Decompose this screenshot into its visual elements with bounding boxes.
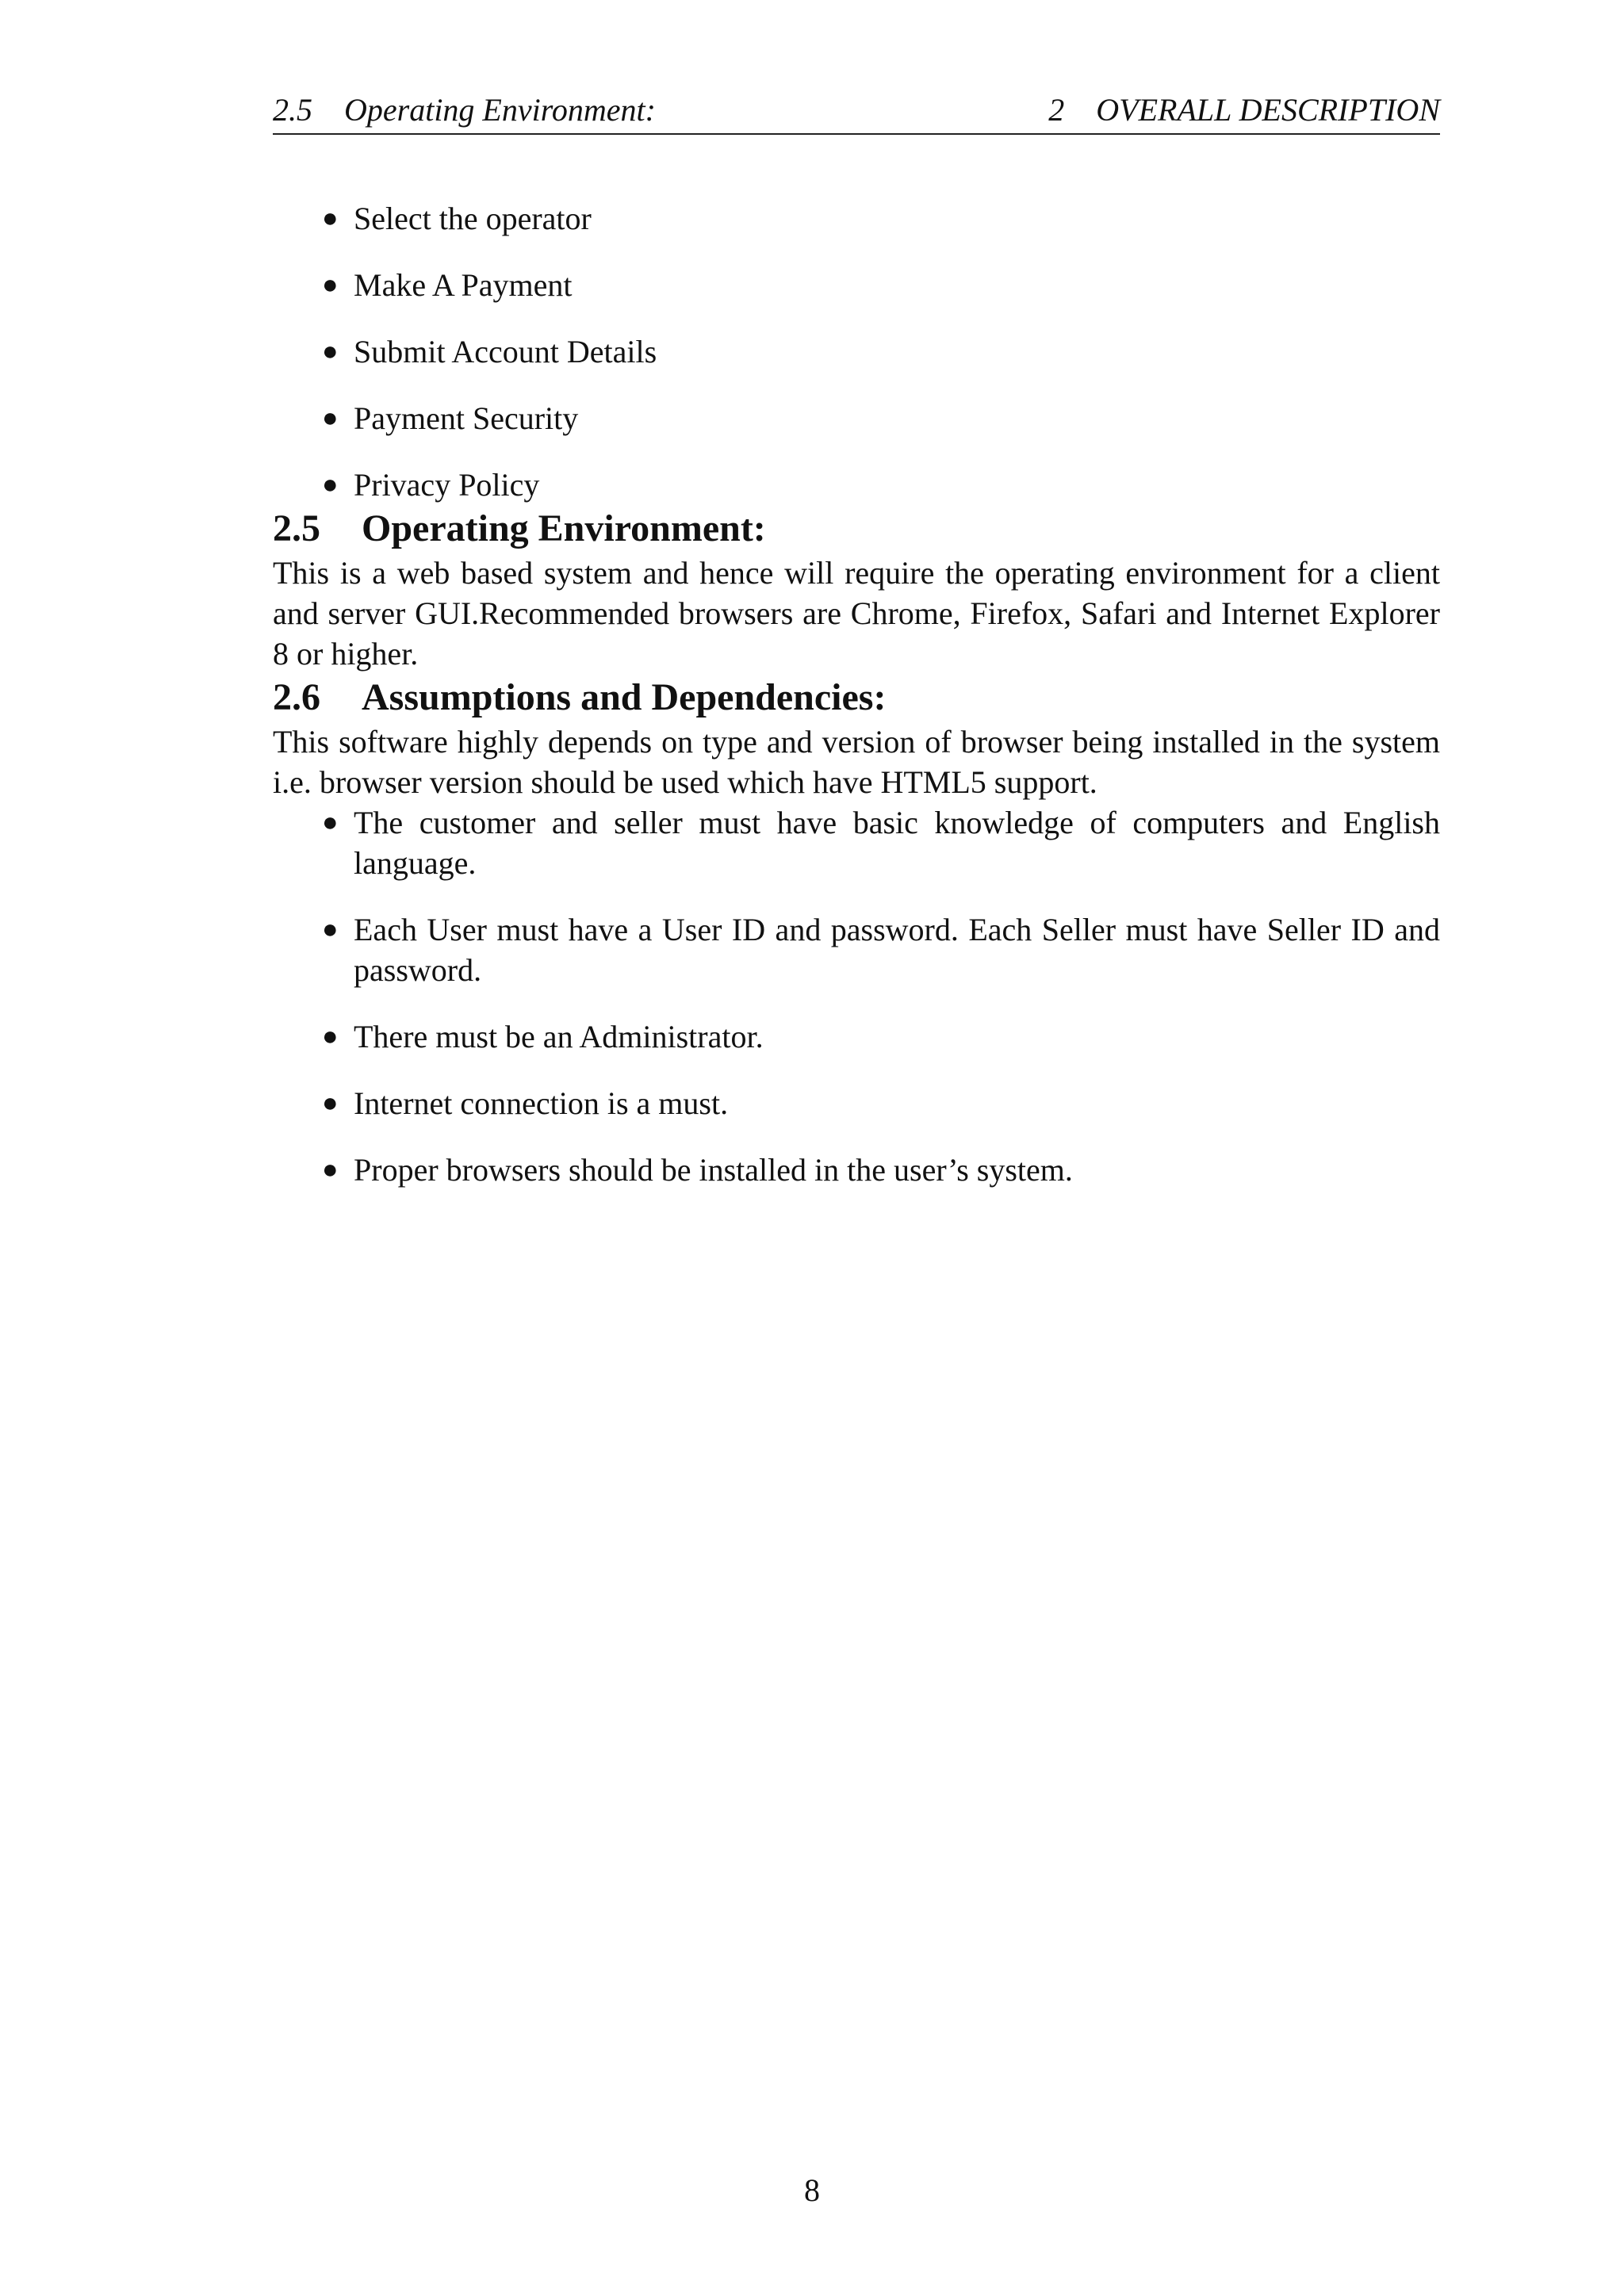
section-number: 2.6 (273, 676, 320, 718)
list-item-text: Internet connection is a must. (354, 1085, 729, 1121)
bullet-icon: ● (322, 1022, 339, 1051)
header-section-title: Operating Environment: (344, 92, 656, 128)
bullet-icon: ● (322, 270, 339, 300)
intro-bullet-list (273, 198, 1440, 505)
running-header (273, 89, 1440, 135)
bullet-icon: ● (322, 915, 339, 944)
list-item (273, 1016, 1440, 1057)
list-item-text: Privacy Policy (354, 467, 540, 503)
list-item-text: Select the operator (354, 201, 592, 236)
list-item (273, 909, 1440, 990)
list-item-text: Submit Account Details (354, 334, 657, 369)
list-item (273, 1083, 1440, 1123)
page-number: 8 (804, 2172, 820, 2208)
bullet-icon: ● (322, 808, 339, 837)
bullet-icon: ● (322, 204, 339, 233)
header-chapter-number: 2 (1048, 92, 1065, 128)
list-item-text: Each User must have a User ID and password. Each Seller must have Seller ID and password. (354, 912, 1440, 988)
header-section-number: 2.5 (273, 92, 312, 128)
section-heading-operating-environment (273, 505, 1440, 553)
header-section-label (273, 89, 656, 132)
list-item (273, 398, 1440, 438)
list-item-text: Make A Payment (354, 267, 573, 303)
header-chapter-title: OVERALL DESCRIPTION (1096, 92, 1440, 128)
list-item-text: There must be an Administrator. (354, 1019, 764, 1054)
list-item (273, 1150, 1440, 1190)
bullet-icon: ● (322, 1155, 339, 1184)
list-item (273, 802, 1440, 883)
section-title: Operating Environment: (362, 507, 766, 549)
list-item (273, 465, 1440, 505)
list-item (273, 198, 1440, 239)
section-title: Assumptions and Dependencies: (362, 676, 887, 718)
assumptions-bullet-list (273, 802, 1440, 1190)
section-heading-assumptions (273, 674, 1440, 721)
section-number: 2.5 (273, 507, 320, 549)
bullet-icon: ● (322, 404, 339, 433)
list-item (273, 265, 1440, 305)
list-item-text: Proper browsers should be installed in the user’s system. (354, 1152, 1073, 1188)
section-paragraph: This software highly depends on type and version of browser being installed in the system i.e. browser version should be used which have HTML5 support. (273, 724, 1440, 800)
bullet-icon: ● (322, 470, 339, 499)
bullet-icon: ● (322, 1089, 339, 1118)
section-paragraph: This is a web based system and hence will require the operating environment for a client and server GUI.Recommended browsers are Chrome, Firefox, Safari and Internet Explorer 8 or higher. (273, 555, 1440, 672)
list-item-text: The customer and seller must have basic knowledge of computers and English language. (354, 805, 1440, 881)
bullet-icon: ● (322, 337, 339, 366)
list-item-text: Payment Security (354, 400, 579, 436)
page-content (273, 198, 1440, 1190)
header-chapter-label (1048, 89, 1440, 132)
list-item (273, 331, 1440, 372)
